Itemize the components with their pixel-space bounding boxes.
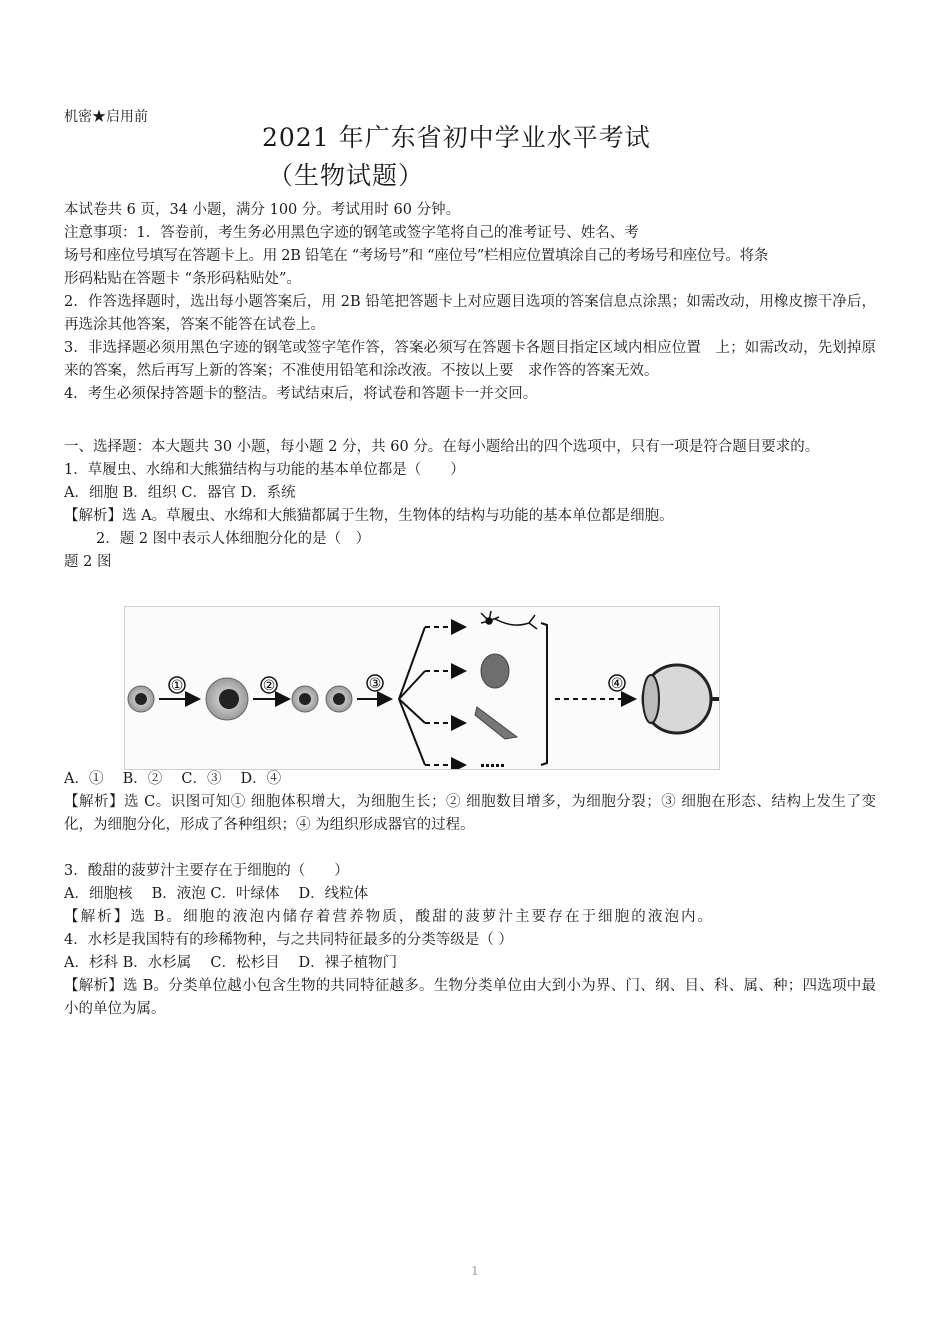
questions-continued (64, 768, 876, 1021)
mark-2 (261, 677, 277, 694)
note-4: 4．考生必须保持答题卡的整洁。考试结束后，将试卷和答题卡一并交回。 (64, 386, 538, 402)
cell-small (128, 686, 154, 712)
cell-divided-a (292, 686, 318, 712)
note-3: 3．非选择题必须用黑色字迹的钢笔或签字笔作答，答案必须写在答题卡各题目指定区域内相应位置 上；如需改动，先划掉原来的答案，然后再写上新的答案；不准使用铅笔和涂改液。不按以上要 求作答的答案无效。 (64, 340, 876, 379)
q2-analysis: 【解析】选 C。识图可知① 细胞体积增大，为细胞生长；② 细胞数目增多，为细胞分裂；③ 细胞在形态、结构上发生了变化，为细胞分化，形成了各种组织；④ 为组织形成器官的过程。 (64, 794, 876, 833)
q4-options: A．杉科 B．水杉属 C．松杉目 D．裸子植物门 (64, 955, 398, 971)
exam-subtitle: （生物试题） (268, 161, 425, 190)
q2-figure (124, 606, 720, 770)
neuron-icon (481, 611, 537, 629)
branch-lines (399, 627, 425, 765)
q2-options: A．① B．② C．③ D．④ (64, 771, 282, 787)
note-1-line-2: 场号和座位号填写在答题卡上。用 2B 铅笔在 “考场号”和 “座位号”栏相应位置填涂自己的考场号和座位号。将条 (64, 248, 768, 264)
cell-divided-b (326, 686, 352, 712)
branch-dashes (425, 627, 465, 765)
confidential-label: 机密★启用前 (64, 109, 148, 125)
q1-options: A．细胞 B．组织 C．器官 D．系统 (64, 485, 296, 501)
q3-analysis: 【解析】选 B。细胞的液泡内储存着营养物质，酸甜的菠萝汁主要存在于细胞的液泡内。 (64, 909, 715, 925)
choice-section (64, 436, 876, 574)
blood-cell-icon (481, 654, 509, 688)
svg-text:②: ② (262, 678, 276, 694)
q3-stem: 3．酸甜的菠萝汁主要存在于细胞的（ ） (64, 863, 349, 879)
note-1-line-3: 形码粘贴在答题卡 “条形码粘贴处”。 (64, 271, 301, 287)
q4-stem: 4．水杉是我国特有的珍稀物种，与之共同特征最多的分类等级是（ ） (64, 932, 513, 948)
tissue-bracket (541, 623, 547, 765)
q3-options: A．细胞核 B．液泡 C．叶绿体 D．线粒体 (64, 886, 369, 902)
exam-intro: 本试卷共 6 页，34 小题，满分 100 分。考试用时 60 分钟。 (64, 202, 461, 218)
exam-title: 2021 年广东省初中学业水平考试 (262, 123, 651, 152)
note-1-line-1: 注意事项：1．答卷前，考生务必用黑色字迹的钢笔或签字笔将自己的准考证号、姓名、考 (64, 225, 639, 241)
other-tissue-dots (481, 764, 504, 767)
spacer (64, 837, 876, 860)
eye-organ-icon (643, 665, 719, 733)
page-number: 1 (471, 1264, 479, 1278)
mark-3 (367, 675, 383, 692)
q2-figure-label: 题 2 图 (64, 554, 112, 570)
note-2: 2．作答选择题时，选出每小题答案后，用 2B 铅笔把答题卡上对应题目选项的答案信息点涂黑；如需改动，用橡皮擦干净后，再选涂其他答案，答案不能答在试卷上。 (64, 294, 876, 333)
svg-text:④: ④ (610, 676, 624, 692)
q2-stem: 2．题 2 图中表示人体细胞分化的是（ ） (96, 531, 371, 547)
svg-text:①: ① (170, 678, 184, 694)
muscle-cell-icon (475, 707, 517, 739)
svg-text:③: ③ (368, 676, 382, 692)
q1-stem: 1．草履虫、水绵和大熊猫结构与功能的基本单位都是（ ） (64, 462, 465, 478)
q4-analysis: 【解析】选 B。分类单位越小包含生物的共同特征越多。生物分类单位由大到小为界、门、纲、目、科、属、种；四选项中最小的单位为属。 (64, 978, 876, 1017)
mark-4 (609, 675, 625, 692)
section-heading: 一、选择题：本大题共 30 小题，每小题 2 分，共 60 分。在每小题给出的四个选项中，只有一项是符合题目要求的。 (64, 439, 820, 455)
cell-grown (206, 678, 248, 720)
exam-notes (64, 199, 876, 406)
cell-differentiation-diagram (125, 607, 719, 769)
q1-analysis: 【解析】选 A。草履虫、水绵和大熊猫都属于生物，生物体的结构与功能的基本单位都是细胞。 (64, 508, 674, 524)
mark-1 (169, 677, 185, 694)
